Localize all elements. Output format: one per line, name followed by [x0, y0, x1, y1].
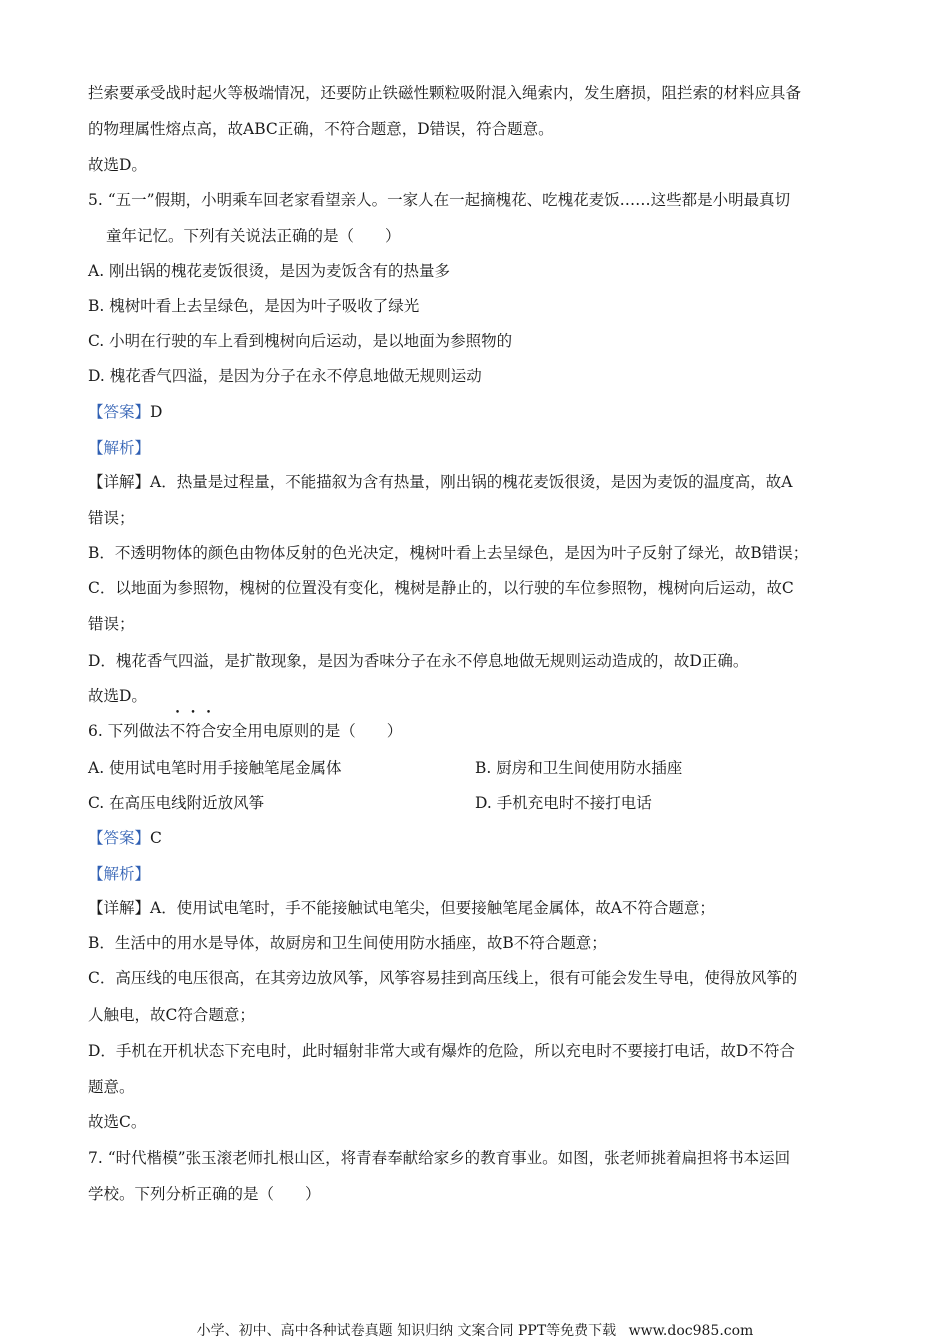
- text-line: C．高压线的电压很高，在其旁边放风筝，风筝容易挂到高压线上，很有可能会发生导电，使得放风筝的: [88, 969, 798, 987]
- explanation-line: [88, 472, 792, 492]
- stem-part: 6. 下列做法: [88, 722, 170, 740]
- text-line: 故选D。: [88, 687, 147, 705]
- text-line: 故选C。: [88, 1113, 147, 1131]
- emphasis-char: 不: [169, 722, 186, 740]
- text-line: 拦索要承受战时起火等极端情况，还要防止铁磁性颗粒吸附混入绳索内，发生磨损，阻拦索的材料应具备: [88, 84, 802, 102]
- question-5-option-d: D. 槐花香气四溢，是因为分子在永不停息地做无规则运动: [88, 367, 482, 385]
- text-line: 人触电，故C符合题意；: [88, 1006, 255, 1024]
- explanation-text: A．热量是过程量，不能描叙为含有热量，刚出锅的槐花麦饭很烫，是因为麦饭的温度高，故A: [150, 473, 793, 491]
- text-line: 故选D。: [88, 156, 147, 174]
- analysis-tag: 【解析】: [88, 865, 151, 883]
- text-line: B．生活中的用水是导体，故厨房和卫生间使用防水插座，故B不符合题意；: [88, 934, 607, 952]
- explanation-tag: 【详解】: [88, 899, 151, 917]
- question-5-stem-cont: 童年记忆。下列有关说法正确的是（ ）: [106, 227, 401, 245]
- text-line: 题意。: [88, 1078, 135, 1096]
- explanation-text: A．使用试电笔时，手不能接触试电笔尖，但要接触笔尾金属体，故A不符合题意；: [150, 899, 715, 917]
- question-5-stem: 5. “五一”假期，小明乘车回老家看望亲人。一家人在一起摘槐花、吃槐花麦饭……这些都是小明最真切: [88, 191, 791, 209]
- answer-tag: 【答案】: [88, 829, 151, 847]
- question-7-stem-cont: 学校。下列分析正确的是（ ）: [88, 1185, 321, 1203]
- question-5-option-b: B. 槐树叶看上去呈绿色，是因为叶子吸收了绿光: [88, 297, 420, 315]
- text-line: D．槐花香气四溢，是扩散现象，是因为香味分子在永不停息地做无规则运动造成的，故D正确。: [88, 652, 749, 670]
- analysis-heading: [88, 864, 150, 884]
- text-line: 的物理属性熔点高，故ABC正确，不符合题意，D错误，符合题意。: [88, 120, 554, 138]
- emphasis-char: 合: [200, 722, 217, 740]
- text-line: D．手机在开机状态下充电时，此时辐射非常大或有爆炸的危险，所以充电时不要接打电话，故D不符合: [88, 1042, 795, 1060]
- analysis-heading: [88, 438, 150, 458]
- stem-part: 安全用电原则的是（ ）: [216, 722, 403, 740]
- question-5-option-c: C. 小明在行驶的车上看到槐树向后运动，是以地面为参照物的: [88, 332, 513, 350]
- question-6-option-a: A. 使用试电笔时用手接触笔尾金属体: [88, 759, 342, 777]
- answer-line: [88, 402, 162, 422]
- answer-line: [88, 828, 162, 848]
- question-6-option-c: C. 在高压电线附近放风筝: [88, 794, 265, 812]
- text-line: C．以地面为参照物，槐树的位置没有变化，槐树是静止的，以行驶的车位参照物，槐树向后运动，故C: [88, 579, 794, 597]
- explanation-tag: 【详解】: [88, 473, 151, 491]
- text-line: 错误；: [88, 509, 135, 527]
- analysis-tag: 【解析】: [88, 439, 151, 457]
- explanation-line: [88, 898, 715, 918]
- emphasis-char: 符: [185, 722, 201, 740]
- question-5-option-a: A. 刚出锅的槐花麦饭很烫，是因为麦饭含有的热量多: [88, 262, 451, 280]
- footer-url[interactable]: www.doc985.com: [628, 1323, 754, 1339]
- question-6-option-d: D. 手机充电时不接打电话: [475, 794, 652, 812]
- text-line: 错误；: [88, 615, 135, 633]
- question-7-stem: 7. “时代楷模”张玉滚老师扎根山区，将青春奉献给家乡的教育事业。如图，张老师挑着扁担将书本运回: [88, 1149, 791, 1167]
- text-line: B．不透明物体的颜色由物体反射的色光决定，槐树叶看上去呈绿色，是因为叶子反射了绿光，故B错误；: [88, 544, 809, 562]
- answer-value: C: [150, 829, 162, 847]
- footer-text: 小学、初中、高中各种试卷真题 知识归纳 文案合同 PPT等免费下载: [196, 1323, 617, 1339]
- question-6-stem: [88, 721, 402, 741]
- answer-value: D: [150, 403, 163, 421]
- question-6-option-b: B. 厨房和卫生间使用防水插座: [475, 759, 683, 777]
- answer-tag: 【答案】: [88, 403, 151, 421]
- page-footer: [0, 1322, 950, 1340]
